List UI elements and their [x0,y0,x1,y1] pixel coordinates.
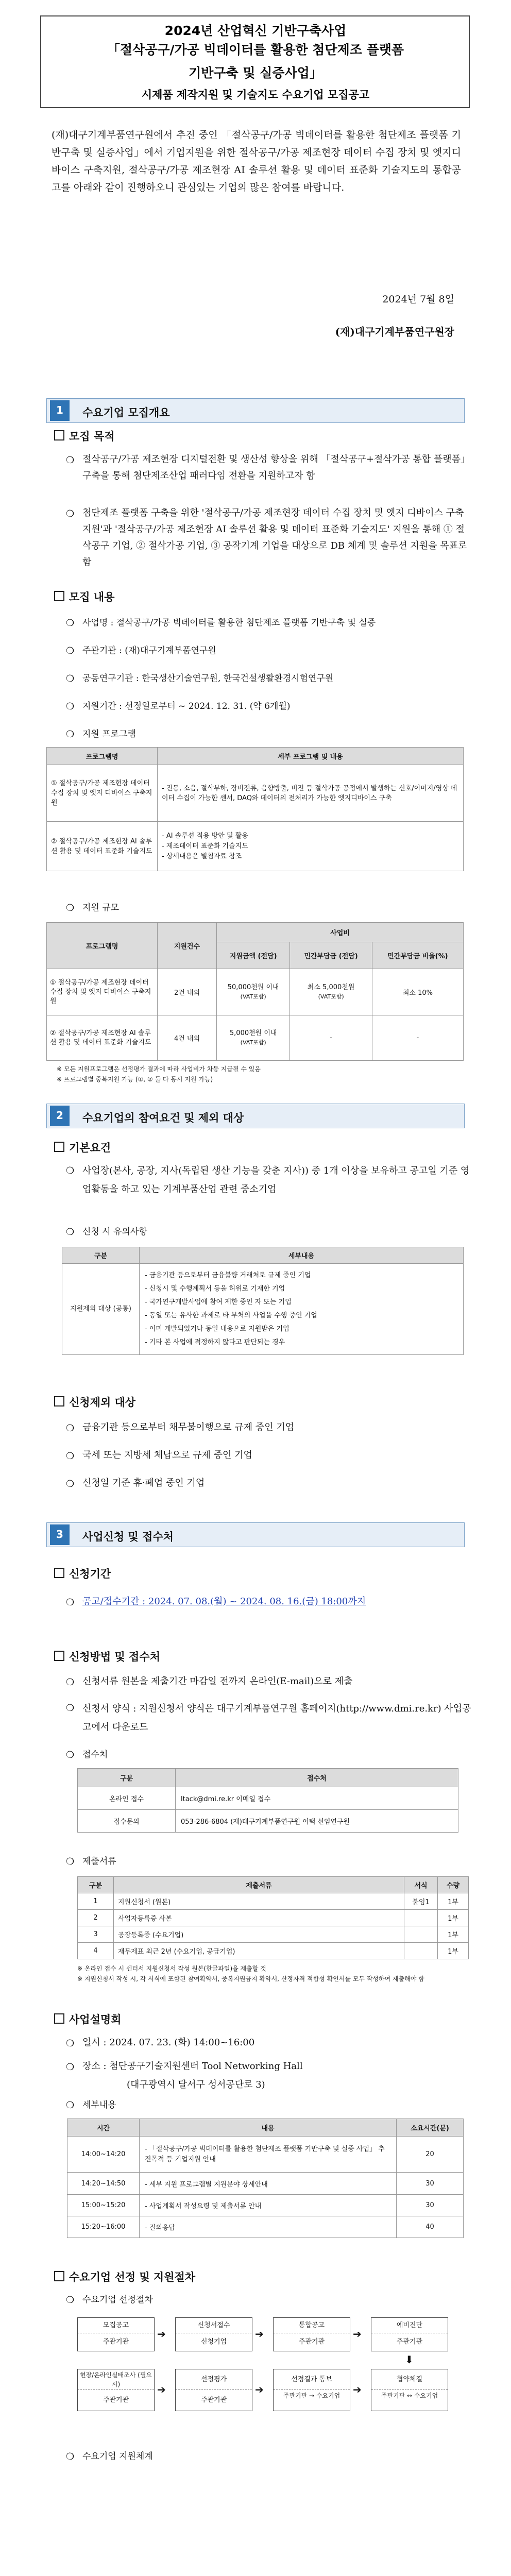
documents-table-cell: 지원신청서 (원본) [114,1893,404,1910]
program-table-cell: - AI 솔루션 적용 방안 및 활용 - 제조데이터 표준화 기술지도 - 상세내용은 별첨자료 참조 [158,822,464,871]
briefing-table-cell: - 「절삭공구/가공 빅데이터를 활용한 첨단제조 플랫폼 기반구축 및 실증 사업」 추진목적 등 기업지원 안내 [140,2137,397,2173]
scale-table-header: 지원건수 [158,923,217,969]
briefing-table-cell: - 사업계획서 작성요령 및 제출서류 안내 [140,2194,397,2216]
documents-table-header: 서식 [404,1877,438,1893]
selection-bullet-system: 수요기업 지원체계 [82,2451,153,2462]
square-bullet-icon [54,1396,64,1406]
scale-table-header: 지원금액 (전담) [217,942,290,969]
documents-table-cell: 재무제표 최근 2년 (수요기업, 공급기업) [114,1943,404,1959]
briefing-table-cell: 40 [397,2216,464,2238]
circle-bullet-icon: ❍ [66,2100,75,2111]
arrow-down-icon: ⬇ [405,2353,414,2366]
documents-table-cell: 4 [78,1943,114,1959]
documents-table-cell: 공장등록증 (수요기업) [114,1926,404,1943]
notice-table-cell [140,1264,464,1355]
flow-step-actor: 주관기관 [298,2338,325,2346]
flow-step-title: 현장/온라인실태조사 (필요 시) [78,2369,154,2390]
flow-step [371,2317,448,2351]
scale-table-cell: ① 절삭공구/가공 제조현장 데이터 수집 장치 및 엣지 디바이스 구축지원 [47,969,158,1015]
content-bullet-program: 지원 프로그램 [82,729,136,739]
square-bullet-icon [54,2013,64,2024]
scale-gov-1: 50,000천원 이내 [227,983,279,991]
method-bullet-2: 신청서 양식 : 지원신청서 양식은 대구기계부품연구원 홈페이지(http://www.dmi.re.kr) 사업공고에서 다운로드 [82,1703,471,1733]
scale-table-cell: 2건 내외 [158,969,217,1015]
circle-bullet-icon: ❍ [66,1479,75,1489]
circle-bullet-icon: ❍ [66,1750,75,1760]
circle-bullet-icon: ❍ [66,1703,75,1714]
scale-table-header: 사업비 [217,923,464,942]
notice-table-header: 세부내용 [140,1247,464,1264]
notice-table [62,1247,464,1355]
circle-bullet-icon: ❍ [66,1451,75,1462]
requirements-bullet-2: 신청 시 유의사항 [82,1227,147,1237]
arrow-right-icon: ➔ [255,2383,264,2396]
circle-bullet-icon: ❍ [66,1677,75,1688]
scale-table-cell [217,969,290,1015]
section-3-title: 사업신청 및 접수처 [82,1531,174,1543]
notice-item: - 기타 본 사업에 적정하지 않다고 판단되는 경우 [145,1338,285,1346]
briefing-bullet-time: 일시 : 2024. 07. 23. (화) 14:00~16:00 [82,2037,255,2048]
square-bullet-icon [54,430,64,440]
table-row [67,2194,464,2216]
purpose-heading: 모집 목적 [69,430,115,443]
contact-table-cell: 접수문의 [78,1810,176,1833]
briefing-table-cell: 14:00~14:20 [67,2137,140,2173]
scale-table-cell: 4건 내외 [158,1015,217,1061]
scale-table-cell [290,969,372,1015]
scale-note-2: ※ 프로그램별 중복지원 가능 (①, ② 둘 다 동시 지원 가능) [57,1076,213,1083]
circle-bullet-icon: ❍ [66,1856,75,1867]
circle-bullet-icon: ❍ [66,618,75,629]
flow-step [175,2369,252,2411]
scale-table [46,922,464,1061]
title-line-3: 기반구축 및 실증사업」 [189,65,322,80]
documents-table-cell [404,1943,438,1959]
documents-table-header: 수량 [438,1877,469,1893]
documents-table-cell: 3 [78,1926,114,1943]
arrow-right-icon: ➔ [353,2383,362,2396]
briefing-heading: 사업설명회 [69,2013,122,2026]
square-bullet-icon [54,1568,64,1578]
documents-table-cell: 1부 [438,1926,469,1943]
documents-table-cell: 1부 [438,1943,469,1959]
title-line-1: 2024년 산업혁신 기반구축사업 [164,23,347,38]
flow-step [77,2317,155,2351]
flow-step [371,2369,448,2411]
table-row [78,1943,469,1959]
scale-private-1: 최소 5,000천원 [307,983,355,991]
circle-bullet-icon: ❍ [66,729,75,740]
briefing-bullet-place: 장소 : 첨단공구기술지원센터 Tool Networking Hall [82,2061,303,2072]
notice-item: - 국가연구개발사업에 참여 제한 중인 자 또는 기업 [145,1298,292,1306]
table-row [78,1926,469,1943]
flow-step-actor: 주관기관 [103,2396,129,2404]
contact-email-link[interactable]: ltack@dmi.re.kr 이메일 접수 [176,1787,458,1810]
content-bullet-project: 사업명 : 절삭공구/가공 빅데이터를 활용한 첨단제조 플랫폼 기반구축 및 실증 [82,618,376,628]
briefing-bullet-detail: 세부내용 [82,2100,116,2110]
scale-table-header: 프로그램명 [47,923,158,969]
selection-heading: 수요기업 선정 및 지원절차 [69,2271,196,2283]
briefing-table-cell: 15:20~16:00 [67,2216,140,2238]
contact-table-header: 접수처 [176,1769,458,1787]
documents-table-cell: 1부 [438,1910,469,1926]
requirements-heading: 기본요건 [69,1142,111,1154]
section-1-number: 1 [56,404,63,416]
flow-step-title: 신청서접수 [176,2318,252,2333]
circle-bullet-icon: ❍ [66,455,75,466]
scale-vat: (VAT포함) [240,1039,266,1046]
contact-table-cell: 053-286-6804 (재)대구기계부품연구원 이택 선임연구원 [176,1810,458,1833]
circle-bullet-icon: ❍ [66,673,75,684]
documents-table-header: 구분 [78,1877,114,1893]
announcer-org: (재)대구기계부품연구원장 [335,326,454,338]
program-table-cell: ① 절삭공구/가공 제조현장 데이터 수집 장치 및 엣지 디바이스 구축지원 [47,765,158,822]
briefing-table [67,2119,464,2238]
period-bullet: 공고/접수기간 : 2024. 07. 08.(월) ~ 2024. 08. 16.(금) 18:00까지 [82,1596,366,1607]
scale-table-header: 민간부담금 비율(%) [372,942,463,969]
notice-item: - 이미 개발되었거나 동일 내용으로 지원받은 기업 [145,1325,289,1333]
scale-table-cell [217,1015,290,1061]
briefing-table-cell: - 세부 지원 프로그램별 지원분야 상세안내 [140,2173,397,2194]
section-1-title: 수요기업 모집개요 [82,406,170,419]
exclusion-bullet-2: 국세 또는 지방세 체납으로 규제 중인 기업 [82,1450,252,1461]
documents-table-cell: 사업자등록증 사본 [114,1910,404,1926]
documents-table-header: 제출서류 [114,1877,404,1893]
content-bullet-period: 지원기간 : 선정일로부터 ~ 2024. 12. 31. (약 6개월) [82,701,291,711]
briefing-table-cell: 30 [397,2173,464,2194]
square-bullet-icon [54,1142,64,1152]
arrow-right-icon: ➔ [353,2328,362,2340]
content-bullet-scale: 지원 규모 [82,903,120,913]
flow-step-actor: 주관기관 [396,2338,423,2346]
scale-table-cell: - [290,1015,372,1061]
documents-table-cell [404,1926,438,1943]
circle-bullet-icon: ❍ [66,1227,75,1238]
method-heading: 신청방법 및 접수처 [69,1651,160,1663]
content-bullet-partners: 공동연구기관 : 한국생산기술연구원, 한국건설생활환경시험연구원 [82,673,334,684]
method-bullet-1: 신청서류 원본을 제출기간 마감일 전까지 온라인(E-mail)으로 제출 [82,1676,353,1687]
method-bullet-4: 제출서류 [82,1856,116,1867]
section-2-number: 2 [56,1109,63,1122]
scale-table-cell: ② 절삭공구/가공 제조현장 AI 솔루션 활용 및 데이터 표준화 기술지도 [47,1015,158,1061]
section-2-title: 수요기업의 참여요건 및 제외 대상 [82,1112,244,1124]
scale-vat: (VAT포함) [318,993,344,1000]
contact-table [77,1768,458,1833]
circle-bullet-icon: ❍ [66,903,75,913]
program-table [46,747,464,871]
circle-bullet-icon: ❍ [66,2295,75,2306]
notice-item: - 금융기관 등으로부터 금융불량 거래처로 규제 중인 기업 [145,1272,311,1279]
square-bullet-icon [54,2271,64,2281]
purpose-bullet-1: 절삭공구/가공 제조현장 디지털전환 및 생산성 향상을 위해 「절삭공구+절삭가공 통합 플랫폼」 구축을 통해 첨단제조산업 패러다임 전환을 지원하고자 함 [82,454,470,481]
method-bullet-3: 접수처 [82,1750,108,1760]
documents-table-cell [404,1910,438,1926]
briefing-table-cell: 30 [397,2194,464,2216]
flow-step-title: 협약체결 [371,2369,448,2390]
scale-vat: (VAT포함) [240,993,266,1000]
table-row [78,1910,469,1926]
title-line-4: 시제품 제작지원 및 기술지도 수요기업 모집공고 [141,89,370,101]
exclusion-bullet-3: 신청일 기준 휴·폐업 중인 기업 [82,1478,205,1488]
period-heading: 신청기간 [69,1568,111,1580]
exclusion-bullet-1: 금융기관 등으로부터 채무불이행으로 규제 중인 기업 [82,1422,295,1433]
exclusion-heading: 신청제외 대상 [69,1396,136,1409]
circle-bullet-icon: ❍ [66,2451,75,2462]
flow-step [273,2369,350,2411]
documents-table-cell: 2 [78,1910,114,1926]
requirements-bullet-1: 사업장(본사, 공장, 지사(독립된 생산 기능을 갖춘 지사)) 중 1개 이상을 보유하고 공고일 기준 영업활동을 하고 있는 기계부품산업 관련 중소기업 [82,1165,470,1195]
briefing-table-header: 소요시간(분) [397,2119,464,2137]
section-3-number: 3 [56,1528,63,1540]
table-row [67,2137,464,2173]
briefing-place-address: (대구광역시 달서구 성서공단로 3) [127,2079,265,2090]
documents-table-cell: 1부 [438,1893,469,1910]
scale-gov-2: 5,000천원 이내 [229,1029,277,1037]
notice-item: - 신청시 및 수행계획서 등을 허위로 기재한 기업 [145,1285,285,1293]
program-table-cell: - 진동, 소음, 절삭부하, 장비전류, 음향방출, 비전 등 절삭가공 공정에서 발생하는 신호/이미지/영상 데이터 수집이 가능한 센서, DAQ와 데이터의 전처리가 가능한 엣지디바이스 구축 [158,765,464,822]
intro-text: (재)대구기계부품연구원에서 추진 중인 「절삭공구/가공 빅데이터를 활용한 첨단제조 플랫폼 기반구축 및 실증사업」에서 기업지원을 위한 절삭공구/가공 제조현장 데이터 수집 장치 및 엣지디바이스 구축지원, 절삭공구/가공 제조현장 AI 솔루션 활용 및 데이터 표준화 기술지도의 통합공고를 아래와 같이 진행하오니 관심있는 기업의 많은 참여를 바랍니다. [52,129,461,193]
flow-step-title: 선정결과 통보 [274,2369,350,2390]
contact-table-cell: 온라인 접수 [78,1787,176,1810]
square-bullet-icon [54,1651,64,1661]
circle-bullet-icon: ❍ [66,646,75,656]
scale-table-header: 민간부담금 (전담) [290,942,372,969]
flow-step-title: 통합공고 [274,2318,350,2333]
contact-table-header: 구분 [78,1769,176,1787]
program-table-cell: ② 절삭공구/가공 제조현장 AI 솔루션 활용 및 데이터 표준화 기술지도 [47,822,158,871]
table-row [67,2216,464,2238]
notice-table-cell: 지원제외 대상 (공통) [62,1264,140,1355]
table-row [78,1893,469,1910]
table-row [67,2173,464,2194]
scale-table-cell: - [372,1015,463,1061]
circle-bullet-icon: ❍ [66,701,75,712]
flow-step-actor: 주관기관 → 수요기업 [283,2392,340,2399]
program-table-header: 프로그램명 [47,748,158,765]
content-heading: 모집 내용 [69,591,115,603]
circle-bullet-icon: ❍ [66,2062,75,2073]
flow-step-title: 모집공고 [78,2318,154,2333]
scale-note-1: ※ 모든 지원프로그램은 선정평가 결과에 따라 사업비가 차등 지급될 수 있음 [57,1065,261,1073]
briefing-table-cell: 15:00~15:20 [67,2194,140,2216]
notice-table-header: 구분 [62,1247,140,1264]
circle-bullet-icon: ❍ [66,509,75,519]
circle-bullet-icon: ❍ [66,1423,75,1434]
briefing-table-cell: 14:20~14:50 [67,2173,140,2194]
briefing-table-cell: - 질의응답 [140,2216,397,2238]
flow-step [77,2369,155,2411]
square-bullet-icon [54,591,64,601]
notice-item: - 동일 또는 유사한 과제로 타 부처의 사업을 수행 중인 기업 [145,1312,317,1319]
flow-step-actor: 주관기관 [200,2396,227,2404]
program-table-header: 세부 프로그램 및 내용 [158,748,464,765]
selection-bullet-process: 수요기업 선정절차 [82,2295,153,2305]
circle-bullet-icon: ❍ [66,1597,75,1608]
briefing-table-cell: 20 [397,2137,464,2173]
briefing-table-header: 시간 [67,2119,140,2137]
flow-step-actor: 주관기관 ↔ 수요기업 [381,2392,438,2399]
scale-table-cell: 최소 10% [372,969,463,1015]
purpose-bullet-2: 첨단제조 플랫폼 구축을 위한 '절삭공구/가공 제조현장 데이터 수집 장치 및 엣지 디바이스 구축지원'과 '절삭공구/가공 제조현장 AI 솔루션 활용 및 데이터 표준화 기술지도' 지원을 통해 ① 절삭공구 기업, ② 절삭가공 기업, ③ 공작기계 기업을 대상으로 DB 체계 및 솔루션 지원을 목표로 함 [82,507,467,568]
arrow-right-icon: ➔ [157,2383,166,2396]
flow-step-title: 예비진단 [371,2318,448,2333]
title-line-2: 「절삭공구/가공 빅데이터를 활용한 첨단제조 플랫폼 [107,42,404,57]
documents-table-cell: 붙임1 [404,1893,438,1910]
documents-table-cell: 1 [78,1893,114,1910]
flow-step-actor: 신청기업 [200,2338,227,2346]
documents-note-2: ※ 지원신청서 작성 시, 각 서식에 포함된 참여확약서, 중복지원금지 확약서, 산정자격 적합성 확인서를 모두 작성하여 제출해야 함 [77,1975,424,1982]
arrow-right-icon: ➔ [255,2328,264,2340]
flow-step [175,2317,252,2351]
flow-step [273,2317,350,2351]
flow-step-actor: 주관기관 [103,2338,129,2346]
briefing-table-header: 내용 [140,2119,397,2137]
circle-bullet-icon: ❍ [66,1165,75,1176]
documents-note-1: ※ 온라인 접수 시 센터서 지원신청서 작성 원본(한글파일)을 제출할 것 [77,1965,266,1972]
arrow-right-icon: ➔ [157,2328,166,2340]
content-bullet-host: 주관기관 : (재)대구기계부품연구원 [82,646,216,656]
documents-table [77,1876,469,1959]
announcement-date: 2024년 7월 8일 [382,294,454,305]
circle-bullet-icon: ❍ [66,2038,75,2049]
flow-step-title: 선정평가 [176,2369,252,2390]
